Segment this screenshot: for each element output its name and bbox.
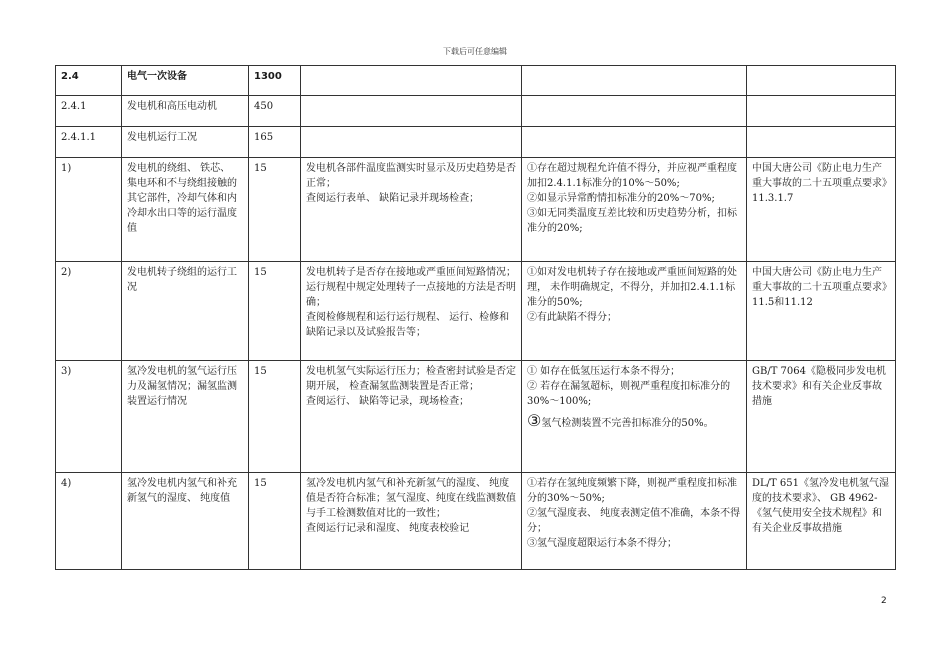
score-cell: 15 bbox=[249, 158, 301, 262]
inspection-method-cell bbox=[301, 127, 522, 158]
criteria-line-text: 氢气检测装置不完善扣标准分的50%。 bbox=[541, 418, 714, 429]
reference-cell: DL/T 651《氢冷发电机氢气湿度的技术要求》、 GB 4962- 《氢气使用安全技术规程》和有关企业反事故措施 bbox=[747, 473, 896, 570]
item-number-cell: 2.4.1 bbox=[56, 96, 122, 127]
score-cell: 15 bbox=[249, 473, 301, 570]
item-title-cell: 发电机的绕组、 铁芯、 集电环和不与绕组接触的其它部件，冷却气体和内冷却水出口等的运行温度值 bbox=[122, 158, 249, 262]
score-cell: 450 bbox=[249, 96, 301, 127]
score-cell: 1300 bbox=[249, 66, 301, 96]
item-number-cell: 2.4.1.1 bbox=[56, 127, 122, 158]
reference-cell bbox=[747, 96, 896, 127]
table-row bbox=[56, 66, 896, 96]
inspection-method-cell: 氢冷发电机内氢气和补充新氢气的湿度、 纯度值是否符合标准；氢气湿度、纯度在线监测数值与手工检测数值对比的一致性； 查阅运行记录和湿度、 纯度表校验记 bbox=[301, 473, 522, 570]
table-row bbox=[56, 473, 896, 570]
item-number-cell: 2) bbox=[56, 262, 122, 361]
scoring-criteria-cell bbox=[522, 96, 747, 127]
scoring-criteria-cell bbox=[522, 66, 747, 96]
circled-number-three: ③ bbox=[527, 411, 542, 430]
criteria-line: ①存在超过规程允许值不得分，并应视严重程度加扣2.4.1.1标准分的10%～50%; bbox=[527, 163, 737, 189]
evaluation-table bbox=[55, 65, 896, 570]
reference-cell: GB/T 7064《隐极同步发电机技术要求》和有关企业反事故措施 bbox=[747, 361, 896, 473]
reference-cell bbox=[747, 66, 896, 96]
criteria-line: ③如无同类温度互差比较和历史趋势分析，扣标准分的20%; bbox=[527, 208, 737, 234]
item-title-cell: 发电机转子绕组的运行工况 bbox=[122, 262, 249, 361]
criteria-line: ② 若存在漏氢超标，则视严重程度扣标准分的30%～100%; bbox=[527, 381, 731, 407]
inspection-method-cell bbox=[301, 66, 522, 96]
item-number-cell: 2.4 bbox=[56, 66, 122, 96]
reference-cell: 中国大唐公司《防止电力生产重大事故的二十五项重点要求》11.5和11.12 bbox=[747, 262, 896, 361]
criteria-line-3 bbox=[527, 409, 741, 433]
criteria-line: ①若存在氢纯度频繁下降，则视严重程度扣标准分的30%～50%; bbox=[527, 478, 737, 504]
reference-cell bbox=[747, 127, 896, 158]
inspection-method-cell: 发电机各部件温度监测实时显示及历史趋势是否正常； 查阅运行表单、 缺陷记录并现场检查； bbox=[301, 158, 522, 262]
inspection-method-cell: 发电机转子是否存在接地或严重匝间短路情况；运行规程中规定处理转子一点接地的方法是否明确； 查阅检修规程和运行运行规程、 运行、检修和缺陷记录以及试验报告等； bbox=[301, 262, 522, 361]
criteria-line: ③氢气湿度超限运行本条不得分； bbox=[527, 538, 677, 549]
item-title-cell: 电气一次设备 bbox=[122, 66, 249, 96]
table-row bbox=[56, 361, 896, 473]
scoring-criteria-cell bbox=[522, 361, 747, 473]
score-cell: 15 bbox=[249, 262, 301, 361]
table-row bbox=[56, 127, 896, 158]
criteria-line: ②氢气湿度表、 纯度表测定值不准确，本条不得分； bbox=[527, 508, 741, 534]
item-title-cell: 氢冷发电机的氢气运行压力及漏氢情况；漏氢监测装置运行情况 bbox=[122, 361, 249, 473]
scoring-criteria-cell bbox=[522, 473, 747, 570]
item-number-cell: 4) bbox=[56, 473, 122, 570]
criteria-line: ①如对发电机转子存在接地或严重匝间短路的处理， 未作明确规定，不得分，并加扣2.4.1.1标准分的50%; bbox=[527, 267, 737, 308]
item-title-cell: 发电机和高压电动机 bbox=[122, 96, 249, 127]
item-title-cell: 发电机运行工况 bbox=[122, 127, 249, 158]
table-row bbox=[56, 158, 896, 262]
page-number: 2 bbox=[881, 596, 887, 606]
score-cell: 165 bbox=[249, 127, 301, 158]
item-title-cell: 氢冷发电机内氢气和补充新氢气的湿度、 纯度值 bbox=[122, 473, 249, 570]
scoring-criteria-cell bbox=[522, 262, 747, 361]
inspection-method-cell: 发电机氢气实际运行压力；检查密封试验是否定期开展， 检查漏氢监测装置是否正常； 查阅运行、 缺陷等记录，现场检查； bbox=[301, 361, 522, 473]
scoring-criteria-cell bbox=[522, 158, 747, 262]
item-number-cell: 3) bbox=[56, 361, 122, 473]
score-cell: 15 bbox=[249, 361, 301, 473]
criteria-line: ②如显示异常酌情扣标准分的20%～70%; bbox=[527, 193, 715, 204]
item-number-cell: 1) bbox=[56, 158, 122, 262]
page-header-note: 下载后可任意编辑 bbox=[443, 47, 507, 56]
scoring-criteria-cell bbox=[522, 127, 747, 158]
criteria-line: ②有此缺陷不得分； bbox=[527, 312, 617, 323]
criteria-line: ① 如存在低氢压运行本条不得分； bbox=[527, 366, 681, 377]
table-row bbox=[56, 96, 896, 127]
reference-cell: 中国大唐公司《防止电力生产重大事故的二十五项重点要求》11.3.1.7 bbox=[747, 158, 896, 262]
table-row bbox=[56, 262, 896, 361]
inspection-method-cell bbox=[301, 96, 522, 127]
